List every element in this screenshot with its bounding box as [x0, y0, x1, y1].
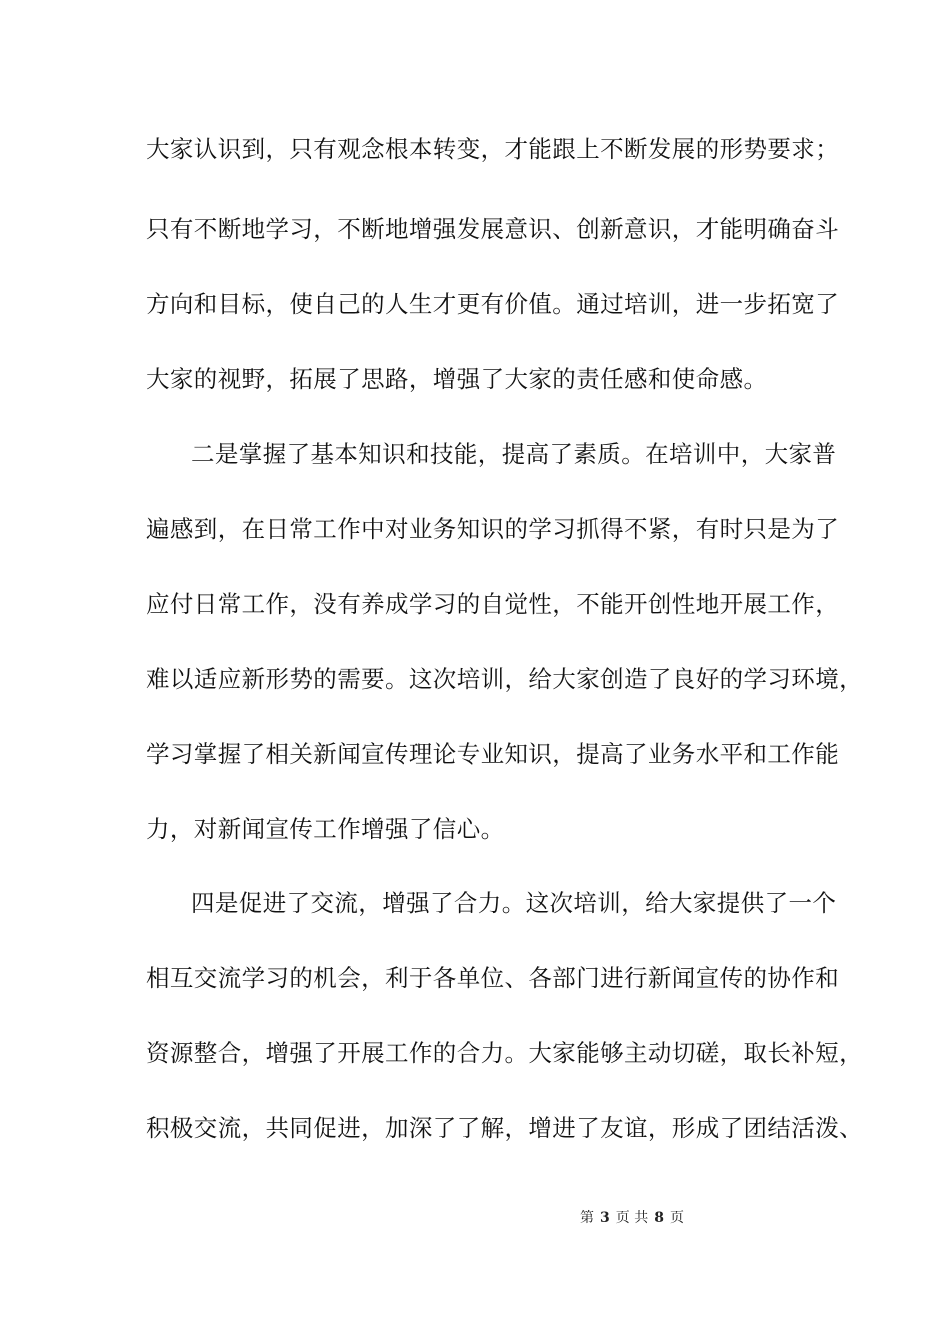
- body-text-line: 方向和目标，使自己的人生才更有价值。通过培训，进一步拓宽了: [146, 290, 840, 318]
- page-number-suffix: 页: [669, 1210, 684, 1226]
- body-text-line: 大家的视野，拓展了思路，增强了大家的责任感和使命感。: [146, 365, 768, 393]
- paragraph-start-line: 二是掌握了基本知识和技能，提高了素质。在培训中，大家普: [191, 440, 837, 468]
- total-pages-number: 8: [654, 1210, 664, 1226]
- page-number-middle: 页 共: [615, 1210, 649, 1226]
- body-text-line: 遍感到，在日常工作中对业务知识的学习抓得不紧，有时只是为了: [146, 515, 840, 543]
- body-text-line: 大家认识到，只有观念根本转变，才能跟上不断发展的形势要求；: [146, 135, 840, 163]
- body-text-line: 只有不断地学习，不断地增强发展意识、创新意识，才能明确奋斗: [146, 215, 840, 243]
- body-text-line: 资源整合，增强了开展工作的合力。大家能够主动切磋，取长补短，: [146, 1039, 863, 1067]
- body-text-line: 积极交流，共同促进，加深了了解，增进了友谊，形成了团结活泼、: [146, 1114, 863, 1142]
- body-text-line: 力，对新闻宣传工作增强了信心。: [146, 815, 505, 843]
- page-number: [157, 1209, 950, 1227]
- page-number-prefix: 第: [580, 1210, 595, 1226]
- body-text-line: 相互交流学习的机会，利于各单位、各部门进行新闻宣传的协作和: [146, 964, 840, 992]
- body-text-line: 难以适应新形势的需要。这次培训，给大家创造了良好的学习环境，: [146, 665, 863, 693]
- body-text-line: 应付日常工作，没有养成学习的自觉性，不能开创性地开展工作，: [146, 590, 840, 618]
- page-footer: [0, 1209, 950, 1227]
- body-text-line: 学习掌握了相关新闻宣传理论专业知识，提高了业务水平和工作能: [146, 740, 840, 768]
- current-page-number: 3: [600, 1210, 610, 1226]
- paragraph-start-line: 四是促进了交流，增强了合力。这次培训，给大家提供了一个: [191, 889, 837, 917]
